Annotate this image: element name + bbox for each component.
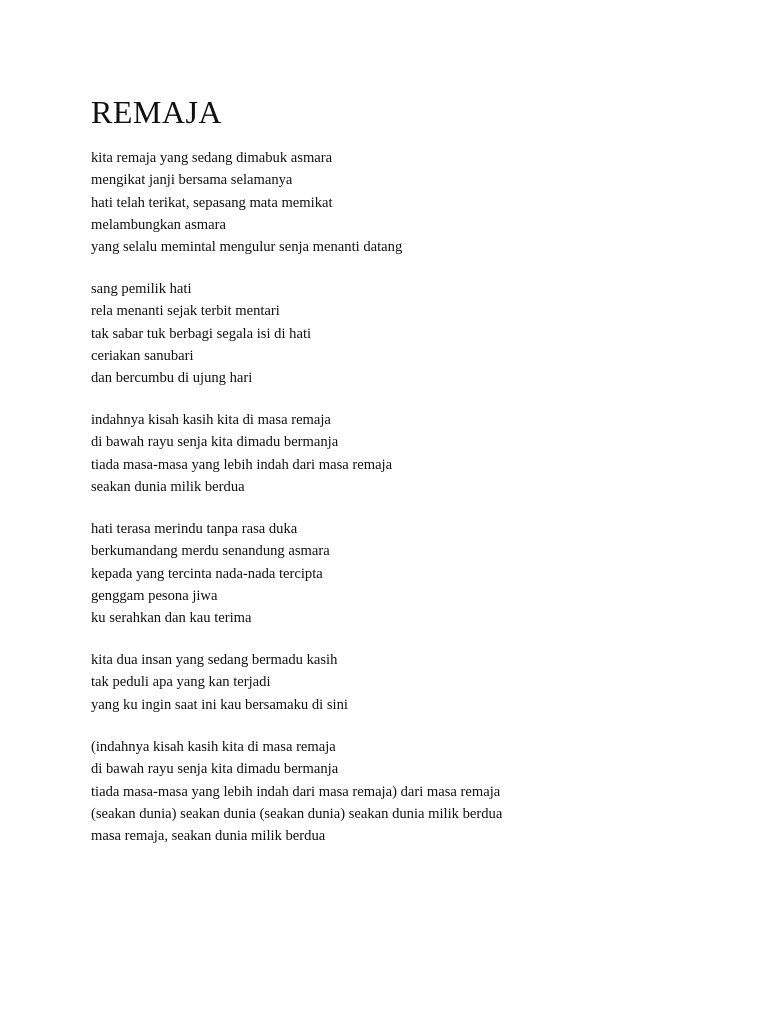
verse-line: tak peduli apa yang kan terjadi (91, 674, 271, 691)
verse-line: (indahnya kisah kasih kita di masa remaja (91, 739, 336, 755)
verse-line: sang pemilik hati (91, 281, 192, 297)
verse-line: tiada masa-masa yang lebih indah dari masa remaja (91, 456, 393, 473)
stanza-4 (91, 518, 330, 629)
verse-line: (seakan dunia) seakan dunia (seakan dunia) seakan dunia milik berdua (91, 805, 503, 822)
stanza-6 (91, 736, 502, 847)
stanza-3 (91, 409, 392, 498)
verse-line: mengikat janji bersama selamanya (91, 172, 293, 189)
stanza-2 (91, 278, 311, 389)
stanza-5 (91, 649, 348, 716)
verse-line: di bawah rayu senja kita dimadu bermanja (91, 761, 339, 778)
verse-line: hati terasa merindu tanpa rasa duka (91, 521, 298, 537)
verse-line: melambungkan asmara (91, 216, 226, 233)
verse-line: dan bercumbu di ujung hari (91, 370, 253, 387)
verse-line: berkumandang merdu senandung asmara (91, 543, 330, 560)
stanza-1 (91, 147, 402, 258)
verse-line: kita remaja yang sedang dimabuk asmara (91, 150, 333, 166)
verse-line: genggam pesona jiwa (91, 587, 218, 604)
verse-line: kita dua insan yang sedang bermadu kasih (91, 652, 338, 668)
verse-line: tak sabar tuk berbagi segala isi di hati (91, 325, 312, 342)
verse-line: tiada masa-masa yang lebih indah dari masa remaja) dari masa remaja (91, 783, 501, 800)
verse-line: hati telah terikat, sepasang mata memikat (91, 194, 333, 211)
verse-line: yang selalu memintal mengulur senja menanti datang (91, 239, 403, 256)
verse-line: seakan dunia milik berdua (91, 478, 245, 495)
verse-line: indahnya kisah kasih kita di masa remaja (91, 412, 331, 428)
page-title: REMAJA (91, 94, 223, 130)
verse-line: di bawah rayu senja kita dimadu bermanja (91, 434, 339, 451)
verse-line: ku serahkan dan kau terima (91, 610, 252, 627)
verse-line: ceriakan sanubari (91, 347, 194, 364)
verse-line: masa remaja, seakan dunia milik berdua (91, 828, 326, 845)
verse-line: rela menanti sejak terbit mentari (91, 303, 280, 320)
verse-line: yang ku ingin saat ini kau bersamaku di sini (91, 696, 348, 713)
verse-line: kepada yang tercinta nada-nada tercipta (91, 565, 323, 582)
